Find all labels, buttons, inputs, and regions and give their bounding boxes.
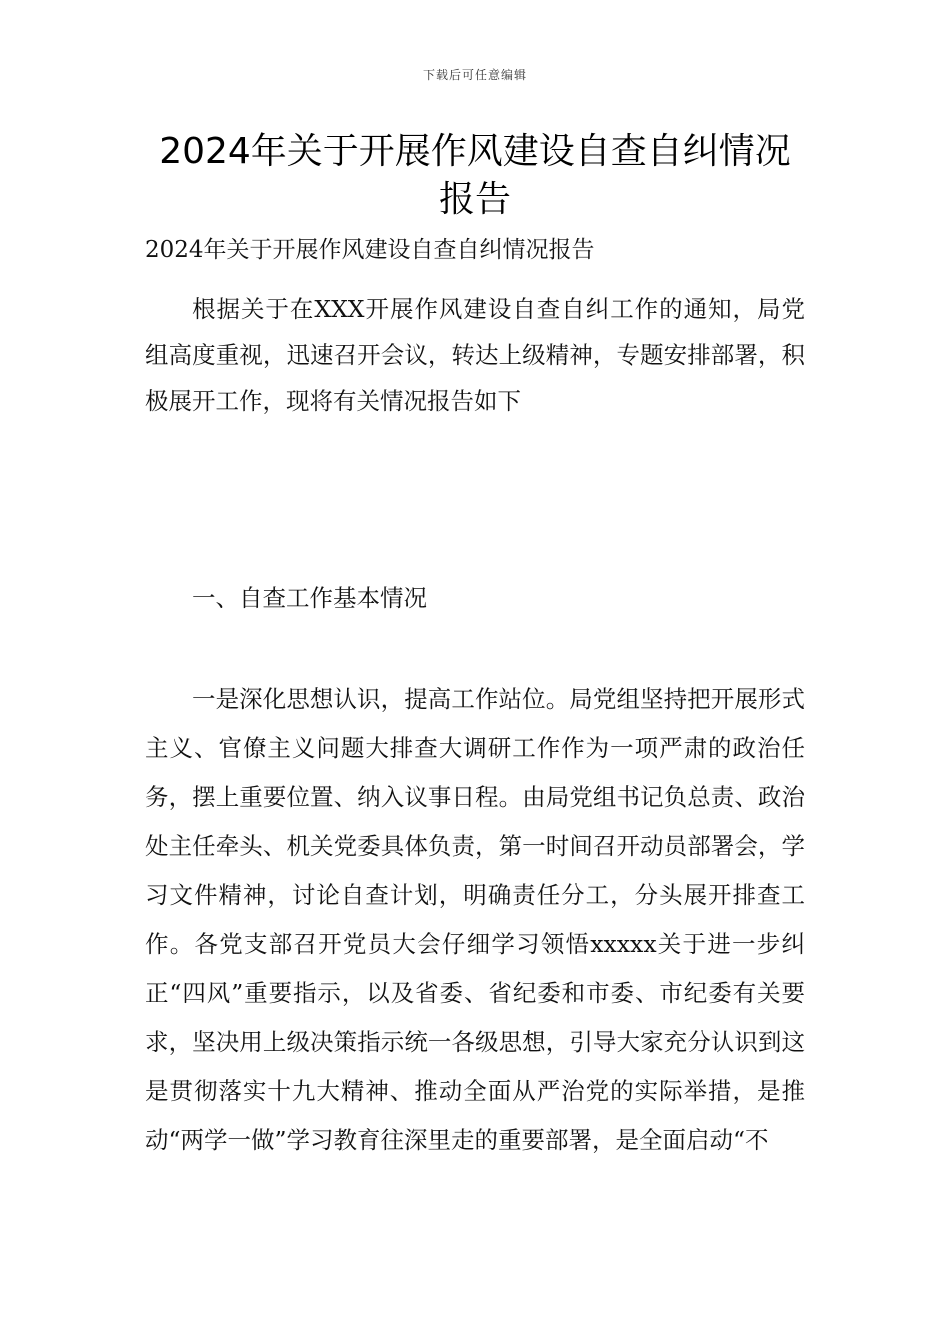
header-note: 下载后可任意编辑 — [422, 68, 527, 82]
body-paragraph: 一是深化思想认识，提高工作站位。局党组坚持把开展形式主义、官僚主义问题大排查大调研工作作为一项严肃的政治任务，摆上重要位置、纳入议事日程。由局党组书记负总责、政治处主任牵头、机关党委具体负责，第一时间召开动员部署会，学习文件精神，讨论自查计划，明确责任分工，分头展开排查工作。各党支部召开党员大会仔细学习领悟xxxxx关于进一步纠正“四风”重要指示，以及省委、省纪委和市委、市纪委有关要求，坚决用上级决策指示统一各级思想，引导大家充分认识到这是贯彻落实十九大精神、推动全面从严治党的实际举措，是推动“两学一做”学习教育往深里走的重要部署，是全面启动“不 — [145, 685, 805, 1154]
section-heading: 一、自查工作基本情况 — [192, 584, 427, 612]
document-title: 2024年关于开展作风建设自查自纠情况报告 — [159, 131, 791, 220]
intro-paragraph: 根据关于在XXX开展作风建设自查自纠工作的通知，局党组高度重视，迅速召开会议，转达上级精神，专题安排部署，积极展开工作，现将有关情况报告如下 — [145, 295, 805, 415]
document-subtitle: 2024年关于开展作风建设自查自纠情况报告 — [145, 237, 595, 263]
